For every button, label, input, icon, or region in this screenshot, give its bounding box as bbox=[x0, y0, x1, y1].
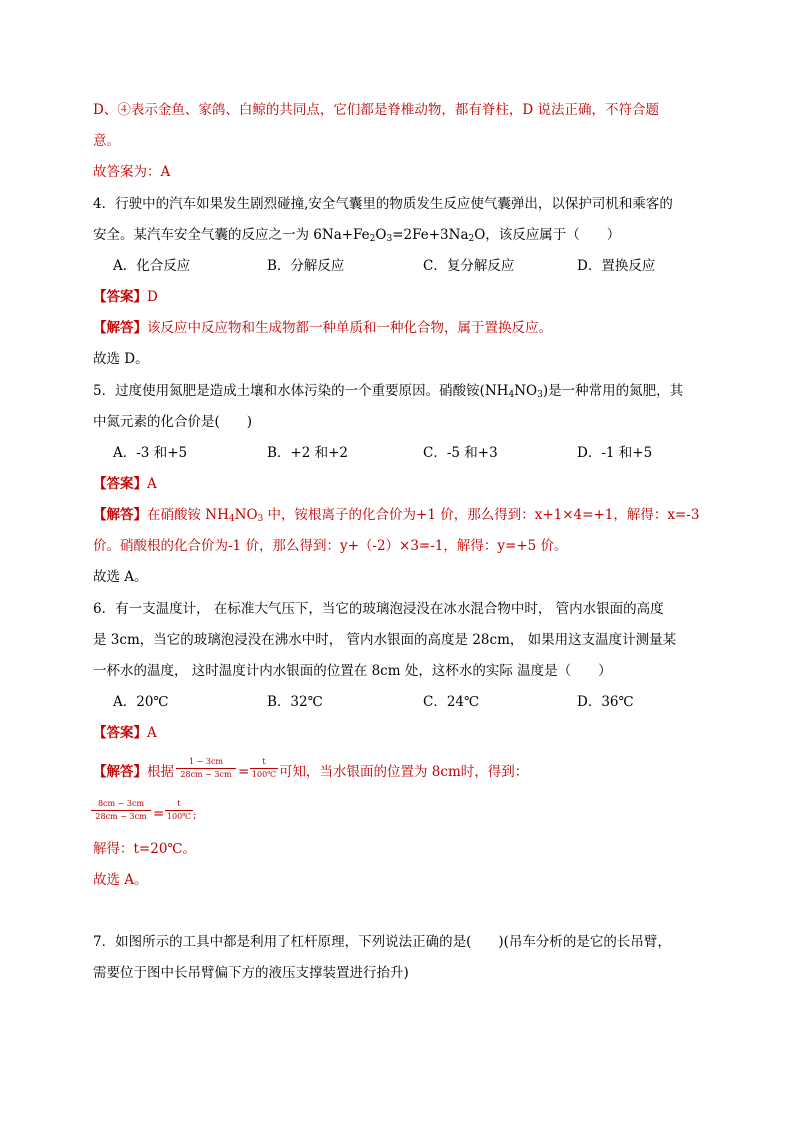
q5-option-a: A．-3 和+5 bbox=[113, 445, 188, 461]
q5-option-c: C．-5 和+3 bbox=[423, 445, 498, 461]
q7-stem-line2: 需要位于图中长吊臂偏下方的液压支撑装置进行抬升) bbox=[93, 965, 409, 981]
q3-option-d-explanation: D、④表示金鱼、家鸽、白鲸的共同点，它们都是脊椎动物，都有脊柱，D 说法正确，不符合题 bbox=[93, 102, 659, 118]
q4-analysis: 【解答】该反应中反应物和生成物都一种单质和一种化合物，属于置换反应。 bbox=[93, 320, 552, 336]
q5-conclusion: 故选 A。 bbox=[93, 569, 148, 585]
q6-option-d: D．36℃ bbox=[577, 694, 634, 710]
q5-option-b: B．+2 和+2 bbox=[267, 445, 349, 461]
q5-analysis-line1: 【解答】在硝酸铵 $NH_4NO_3$ 中，铵根离子的化合价为+1 价，那么得到：x+1×4=+1，解得：x=-3 bbox=[93, 507, 700, 524]
q4-stem-line1: 4．行驶中的汽车如果发生剧烈碰撞,安全气囊里的物质发生反应使气囊弹出，以保护司机和乘客的 bbox=[93, 196, 673, 212]
q6-option-b: B．32℃ bbox=[267, 694, 323, 710]
q6-option-a: A．20℃ bbox=[113, 694, 169, 710]
q6-fraction-4: t 100℃ bbox=[166, 799, 192, 821]
q6-fraction-1: 1 − 3cm 28cm − 3cm bbox=[176, 757, 236, 780]
q6-fraction-2: t 100℃ bbox=[251, 757, 277, 779]
q5-analysis-line2: 价。硝酸根的化合价为-1 价，那么得到：y+（-2）×3=-1，解得：y=+5 价。 bbox=[93, 538, 568, 554]
q6-analysis-intro: 【解答】根据 bbox=[93, 764, 174, 780]
q6-fraction-3: 8cm − 3cm 28cm − 3cm bbox=[91, 799, 151, 822]
q4-option-b: B．分解反应 bbox=[267, 258, 345, 274]
q4-conclusion: 故选 D。 bbox=[93, 351, 149, 367]
q6-solve: 解得：t=20℃。 bbox=[93, 841, 197, 857]
q6-answer: 【答案】A bbox=[93, 725, 157, 741]
q7-stem-line1: 7．如图所示的工具中都是利用了杠杆原理，下列说法正确的是( )(吊车分析的是它的长吊臂， bbox=[93, 934, 671, 950]
q4-stem-line2: 安全。某汽车安全气囊的反应之一为 $6Na+Fe_2O_3=2Fe+3Na_2O$，该反应属于（ ） bbox=[93, 227, 621, 244]
q4-option-c: C．复分解反应 bbox=[423, 258, 515, 274]
q3-answer-line: 故答案为：A bbox=[93, 164, 171, 180]
q6-option-c: C．24℃ bbox=[423, 694, 480, 710]
q5-stem-line1: 5．过度使用氮肥是造成土壤和水体污染的一个重要原因。硝酸铵$(NH_4NO_3)$是一种常用的氮肥，其 bbox=[93, 383, 684, 400]
q6-analysis-post: 可知，当水银面的位置为 8cm时，得到： bbox=[279, 764, 529, 780]
q6-equals-2: = bbox=[153, 806, 165, 822]
q6-equals-1: = bbox=[238, 764, 250, 780]
q4-option-d: D．置换反应 bbox=[577, 258, 656, 274]
q5-stem-line2: 中氮元素的化合价是( ) bbox=[93, 414, 253, 430]
q6-conclusion: 故选 A。 bbox=[93, 872, 148, 888]
q5-option-d: D．-1 和+5 bbox=[577, 445, 653, 461]
q4-answer: 【答案】D bbox=[93, 289, 158, 305]
q6-stem-line1: 6．有一支温度计， 在标准大气压下，当它的玻璃泡浸没在冰水混合物中时， 管内水银面的高度 bbox=[93, 601, 664, 617]
q6-stem-line3: 一杯水的温度， 这时温度计内水银面的位置在 8cm 处，这杯水的实际 温度是（ ） bbox=[93, 663, 612, 679]
q4-option-a: A．化合反应 bbox=[113, 258, 191, 274]
q3-option-d-explanation-cont: 意。 bbox=[93, 133, 120, 149]
q5-answer: 【答案】A bbox=[93, 476, 157, 492]
q6-semicolon: ; bbox=[193, 810, 197, 821]
q6-stem-line2: 是 3cm，当它的玻璃泡浸没在沸水中时， 管内水银面的高度是 28cm， 如果用这支温度计测量某 bbox=[93, 632, 677, 648]
